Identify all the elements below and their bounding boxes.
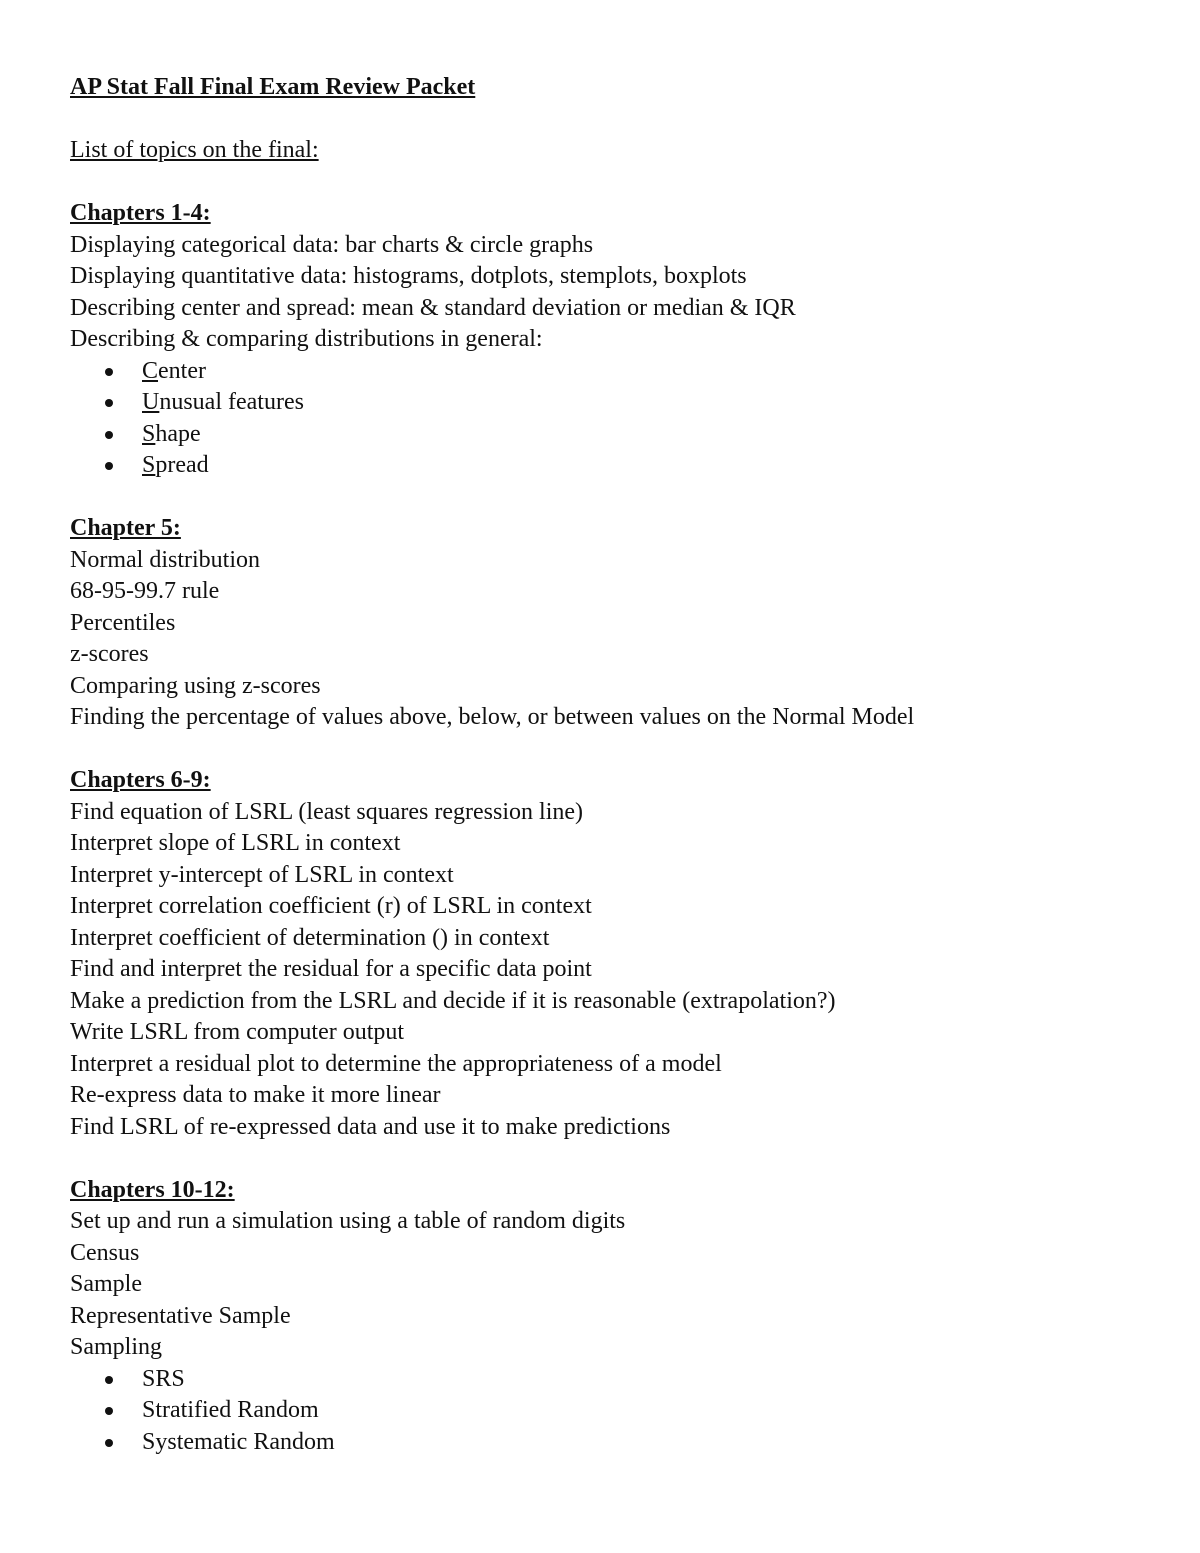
topic-item: Percentiles [70, 609, 176, 636]
topic-item: z-scores [70, 641, 149, 667]
topic-item: Find equation of LSRL (least squares regression line) [70, 798, 583, 825]
spacer [70, 734, 1150, 766]
bullet-item [70, 1364, 1150, 1396]
bullet-text: hape [155, 420, 201, 447]
bullet-item [70, 387, 1150, 419]
topic-item: Make a prediction from the LSRL and decide if it is reasonable (extrapolation?) [70, 987, 836, 1014]
topic-item: Interpret slope of LSRL in context [70, 830, 401, 856]
section-chapters-1-4 [70, 198, 1150, 482]
topic-item: Displaying quantitative data: histograms, dotplots, stemplots, boxplots [70, 263, 747, 289]
topic-item: 68-95-99.7 rule [70, 578, 220, 604]
bullet-text: Stratified Random [142, 1397, 319, 1423]
bullet-initial: U [142, 389, 160, 415]
topic-item: Find and interpret the residual for a specific data point [70, 956, 592, 982]
bullet-item [70, 450, 1150, 482]
bullet-initial: S [142, 452, 156, 478]
cuss-bullet-list [70, 356, 1150, 482]
topics-subtitle: List of topics on the final: [70, 137, 319, 163]
bullet-item [70, 1427, 1150, 1459]
topic-item: Normal distribution [70, 546, 260, 573]
bullet-item [70, 419, 1150, 451]
bullet-icon [105, 399, 113, 407]
bullet-icon [105, 1407, 113, 1415]
section-chapter-5 [70, 513, 1150, 734]
topic-item: Representative Sample [70, 1302, 291, 1329]
bullet-item [70, 356, 1150, 388]
document-page [70, 72, 1150, 1458]
topic-item: Interpret a residual plot to determine the appropriateness of a model [70, 1050, 722, 1077]
section-heading: Chapter 5: [70, 515, 181, 541]
spacer [70, 482, 1150, 514]
bullet-icon [105, 1376, 113, 1384]
topic-item: Census [70, 1239, 140, 1266]
topic-item: Describing & comparing distributions in general: [70, 326, 543, 352]
spacer [70, 104, 1150, 136]
section-heading: Chapters 1-4: [70, 200, 211, 226]
section-chapters-6-9 [70, 765, 1150, 1143]
bullet-text: enter [158, 357, 206, 384]
bullet-text: nusual features [159, 389, 304, 415]
bullet-icon [105, 431, 113, 439]
bullet-text: SRS [142, 1365, 185, 1392]
section-heading: Chapters 10-12: [70, 1176, 235, 1203]
bullet-text: pread [155, 452, 209, 478]
sampling-bullet-list [70, 1364, 1150, 1459]
bullet-icon [105, 462, 113, 470]
topic-item: Find LSRL of re-expressed data and use it to make predictions [70, 1113, 671, 1140]
topic-item: Sample [70, 1271, 142, 1297]
topic-item: Write LSRL from computer output [70, 1019, 405, 1045]
page-title: AP Stat Fall Final Exam Review Packet [70, 74, 476, 100]
spacer [70, 1143, 1150, 1175]
topic-item: Interpret coefficient of determination () in context [70, 924, 550, 951]
bullet-text: Systematic Random [142, 1428, 335, 1455]
topic-item: Interpret y-intercept of LSRL in context [70, 861, 454, 888]
topic-item: Comparing using z-scores [70, 672, 321, 699]
bullet-initial: S [142, 420, 156, 447]
bullet-icon [105, 368, 113, 376]
bullet-initial: C [142, 357, 159, 384]
topic-item: Sampling [70, 1334, 163, 1360]
section-heading: Chapters 6-9: [70, 767, 211, 793]
topic-item: Displaying categorical data: bar charts & circle graphs [70, 231, 594, 258]
topic-item: Set up and run a simulation using a table of random digits [70, 1208, 626, 1234]
topic-item: Interpret correlation coefficient (r) of LSRL in context [70, 893, 592, 919]
topic-item: Describing center and spread: mean & standard deviation or median & IQR [70, 294, 796, 321]
bullet-item [70, 1395, 1150, 1427]
spacer [70, 167, 1150, 199]
section-chapters-10-12 [70, 1175, 1150, 1459]
topic-item: Re-express data to make it more linear [70, 1082, 441, 1108]
bullet-icon [105, 1439, 113, 1447]
topic-item: Finding the percentage of values above, below, or between values on the Normal Model [70, 704, 915, 730]
